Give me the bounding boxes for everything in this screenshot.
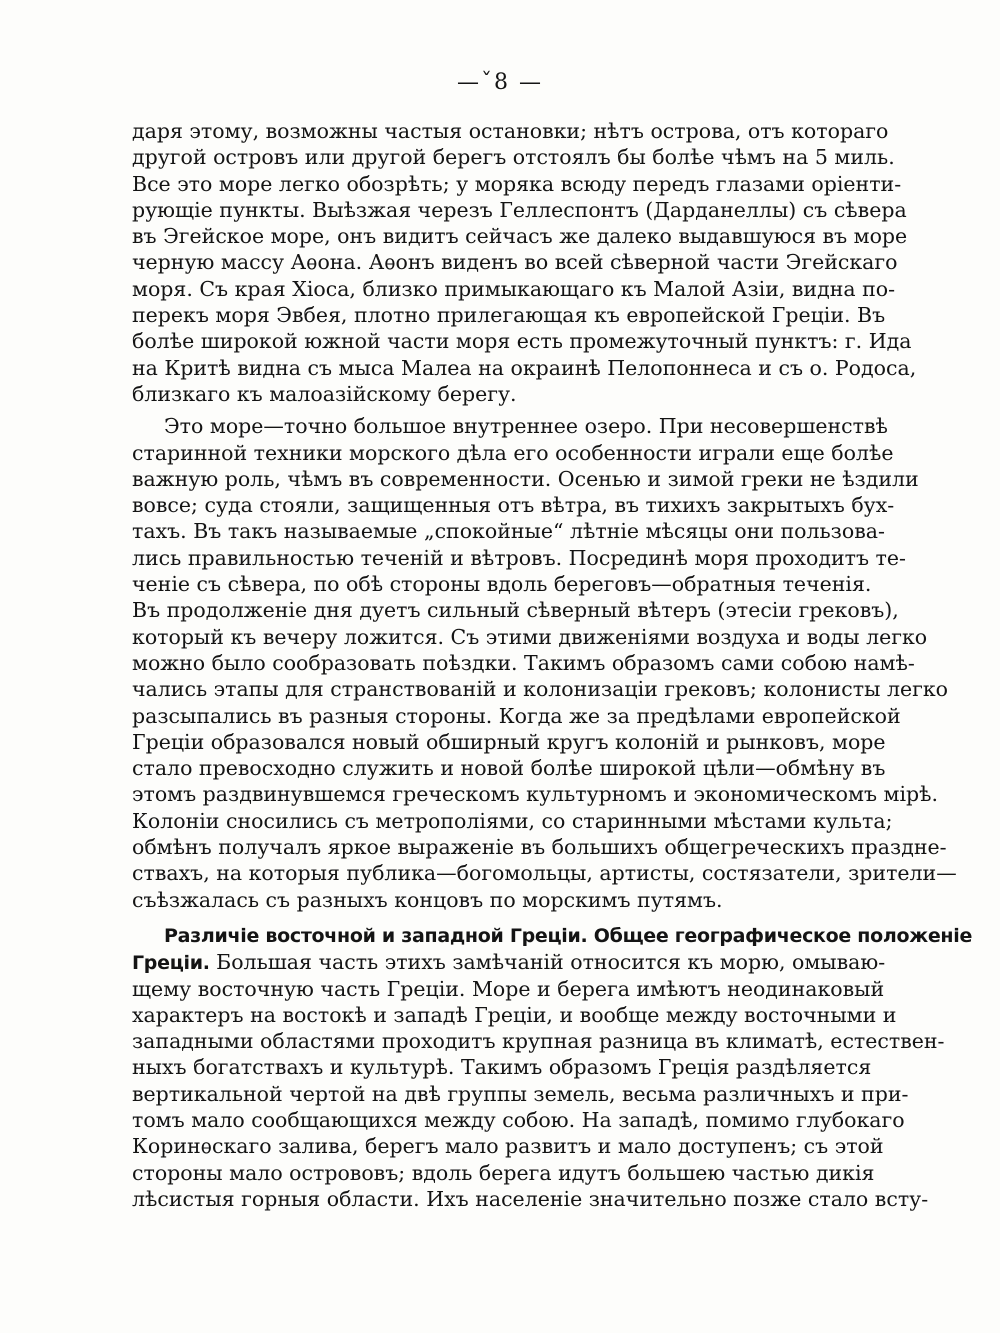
text-line: Это море—точно большое внутреннее озеро. При несовершенствѣ bbox=[164, 414, 888, 439]
text-body bbox=[132, 118, 973, 1212]
text-line: болѣе широкой южной части моря есть промежуточный пунктъ: г. Ида bbox=[132, 329, 912, 354]
text-line: щему восточную часть Греціи. Море и берега имѣютъ неодинаковый bbox=[132, 976, 885, 1001]
text-line: характеръ на востокѣ и западѣ Греціи, и вообще между восточными и bbox=[132, 1002, 897, 1027]
section-heading-continuation: Греціи. bbox=[132, 952, 210, 975]
text-line: лись правильностью теченій и вѣтровъ. Посрединѣ моря проходитъ те- bbox=[132, 545, 906, 570]
text-line: разсыпались въ разныя стороны. Когда же за предѣлами европейской bbox=[132, 703, 901, 728]
text-line: Въ продолженіе дня дуетъ сильный сѣверный вѣтеръ (этесіи грековъ), bbox=[132, 598, 899, 623]
text-line: моря. Съ края Хіоса, близко примыкающаго къ Малой Азіи, видна по- bbox=[132, 276, 896, 301]
text-line: Греціи образовался новый обширный кругъ колоній и рынковъ, море bbox=[132, 729, 886, 754]
text-line: томъ мало сообщающихся между собою. На западѣ, помимо глубокаго bbox=[132, 1107, 905, 1132]
text-line: съѣзжалась съ разныхъ концовъ по морскимъ путямъ. bbox=[132, 887, 723, 912]
text-line bbox=[132, 949, 886, 975]
text-line: даря этому, возможны частыя остановки; нѣтъ острова, отъ котораго bbox=[132, 119, 889, 143]
text-line: ныхъ богатствахъ и культурѣ. Такимъ образомъ Греція раздѣляется bbox=[132, 1055, 872, 1080]
text-line: который къ вечеру ложится. Съ этими движеніями воздуха и воды легко bbox=[132, 624, 928, 649]
text-line: ченіе съ сѣвера, по обѣ стороны вдоль береговъ—обратныя теченія. bbox=[132, 572, 872, 597]
paragraph-1 bbox=[132, 118, 917, 407]
text-line: перекъ моря Эвбея, плотно прилегающая къ европейской Греціи. Въ bbox=[132, 303, 886, 328]
text-line: стало превосходно служить и новой болѣе широкой цѣли—обмѣну въ bbox=[132, 756, 886, 781]
text-line: Колоніи сносились съ метрополіями, со старинными мѣстами культа; bbox=[132, 808, 893, 833]
text-line: черную массу Аѳона. Аѳонъ виденъ во всей сѣверной части Эгейскаго bbox=[132, 250, 898, 275]
text-line: Коринѳскаго залива, берегъ мало развитъ и мало доступенъ; съ этой bbox=[132, 1134, 884, 1159]
text-line: ствахъ, на которыя публика—богомольцы, артисты, состязатели, зрители— bbox=[132, 861, 957, 886]
text-line: Все это море легко обозрѣть; у моряка всюду передъ глазами оріенти- bbox=[132, 171, 902, 196]
text-line: въ Эгейское море, онъ видитъ сейчасъ же далеко выдавшуюся въ море bbox=[132, 224, 908, 249]
text-line: близкаго къ малоазійскому берегу. bbox=[132, 381, 517, 406]
paragraph-3 bbox=[132, 923, 973, 1212]
text-line: важную роль, чѣмъ въ современности. Осенью и зимой греки не ѣздили bbox=[132, 466, 919, 491]
text-line: тахъ. Въ такъ называемые „спокойные“ лѣтніе мѣсяцы они пользова- bbox=[132, 519, 885, 544]
section-heading: Различіе восточной и западной Греціи. Общее географическое положеніе bbox=[164, 924, 973, 947]
text-line: старинной техники морского дѣла его особенности играли еще болѣе bbox=[132, 440, 894, 465]
text-line: лѣсистыя горныя области. Ихъ населеніе значительно позже стало всту- bbox=[132, 1186, 929, 1211]
text-line: другой островъ или другой берегъ отстоялъ бы болѣе чѣмъ на 5 миль. bbox=[132, 145, 895, 170]
text-line: обмѣнъ получалъ яркое выраженіе въ большихъ общегреческихъ праздне- bbox=[132, 835, 947, 860]
text-line: на Критѣ видна съ мыса Малеа на окраинѣ Пелопоннеса и съ о. Родоса, bbox=[132, 355, 917, 380]
text-line: вертикальной чертой на двѣ группы земель, весьма различныхъ и при- bbox=[132, 1081, 909, 1106]
text-fragment: Большая часть этихъ замѣчаній относится къ морю, омываю- bbox=[209, 950, 886, 975]
text-line: стороны мало острововъ; вдоль берега идутъ большею частью дикія bbox=[132, 1160, 875, 1185]
page-number: —ˇ8 — bbox=[457, 70, 543, 95]
paragraph-2 bbox=[132, 413, 957, 913]
text-line: вовсе; суда стояли, защищенныя отъ вѣтра, въ тихихъ закрытыхъ бух- bbox=[132, 493, 895, 518]
text-line: чались этапы для странствованій и колонизаціи грековъ; колонисты легко bbox=[132, 677, 949, 702]
text-line: рующіе пункты. Выѣзжая черезъ Геллеспонтъ (Дарданеллы) съ сѣвера bbox=[132, 197, 907, 222]
text-line: можно было сообразовать поѣздки. Такимъ образомъ сами собою намѣ- bbox=[132, 650, 915, 675]
text-line: этомъ раздвинувшемся греческомъ культурномъ и экономическомъ мірѣ. bbox=[132, 782, 939, 807]
text-line: западными областями проходитъ крупная разница въ климатѣ, естествен- bbox=[132, 1029, 945, 1054]
